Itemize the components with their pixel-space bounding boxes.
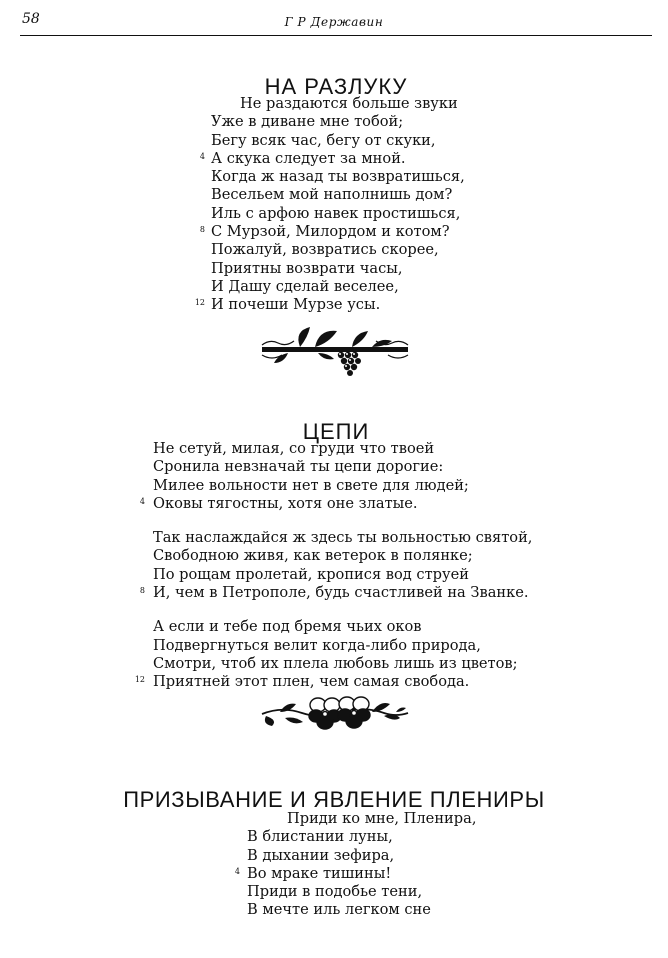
verse-text: Пожалуй, возвратись скорее,	[211, 241, 439, 259]
verse-text: Не раздаются больше звуки	[240, 95, 458, 112]
grape-vine-ornament	[0, 325, 668, 377]
line-number: 8	[199, 225, 205, 235]
verse-text: Приди в подобье тени,	[247, 883, 423, 901]
verse-line	[211, 260, 465, 278]
verse-text: По рощам пролетай, кропися вод струей	[153, 565, 469, 583]
verse-text: Бегу всяк час, бегу от скуки,	[211, 131, 436, 149]
header-rule	[20, 35, 652, 36]
line-number: 4	[139, 496, 145, 506]
verse-text: Так наслаждайся ж здесь ты вольностью святой,	[153, 529, 533, 547]
verse-text: Оковы тягостны, хотя оне златые.	[153, 494, 418, 512]
verse-text: Уже в диване мне тобой;	[211, 113, 404, 131]
verse-line	[211, 132, 465, 150]
verse-line	[153, 618, 532, 636]
verse-text: А если и тебе под бремя чьих оков	[153, 618, 422, 636]
line-number: 4	[199, 151, 205, 161]
verse-line	[153, 529, 532, 547]
verse-line	[211, 95, 465, 113]
verse-line	[194, 296, 465, 314]
poem-prizyvanie	[234, 810, 477, 920]
verse-line	[247, 901, 476, 919]
line-number: 8	[139, 586, 145, 596]
verse-line	[153, 637, 532, 655]
verse-text: А скука следует за мной.	[211, 149, 406, 167]
verse-text: Смотри, чтоб их плела любовь лишь из цветов;	[153, 654, 518, 672]
running-head: Г Р Державин	[284, 15, 384, 29]
verse-text: Приятней этот плен, чем самая свобода.	[153, 673, 470, 691]
verse-text: В блистании луны,	[247, 828, 393, 846]
verse-text: Сронила невзначай ты цепи дорогие:	[153, 458, 444, 476]
verse-text: И, чем в Петрополе, будь счастливей на Званке.	[153, 584, 529, 602]
verse-line	[211, 168, 465, 186]
verse-line	[247, 828, 476, 846]
verse-line	[211, 113, 465, 131]
verse-line	[139, 584, 532, 602]
verse-line	[153, 458, 532, 476]
verse-line	[153, 566, 532, 584]
line-number: 12	[134, 675, 145, 685]
verse-line	[134, 673, 532, 691]
verse-text: Весельем мой наполнишь дом?	[211, 186, 453, 204]
verse-line	[153, 440, 532, 458]
verse-line	[211, 186, 465, 204]
poem-title-tsepi: ЦЕПИ	[302, 419, 370, 445]
verse-text: В дыхании зефира,	[247, 846, 395, 864]
verse-text: Приятны возврати часы,	[211, 259, 403, 277]
verse-text: Во мраке тишины!	[247, 864, 392, 882]
verse-text: Милее вольности нет в свете для людей;	[153, 476, 469, 494]
verse-line	[153, 655, 532, 673]
verse-line	[234, 864, 476, 883]
verse-line	[199, 149, 465, 168]
poem-tsepi	[134, 440, 533, 692]
verse-line	[247, 847, 476, 865]
verse-text: Приди ко мне, Пленира,	[287, 810, 477, 827]
verse-line	[247, 883, 476, 901]
verse-line	[199, 223, 465, 241]
verse-line	[153, 547, 532, 565]
verse-line	[139, 494, 532, 513]
pansy-flower-ornament	[0, 692, 668, 736]
verse-text: В мечте иль легком сне	[247, 901, 431, 919]
poem-title-na-razluku: НА РАЗЛУКУ	[264, 74, 408, 100]
verse-text: С Мурзой, Милордом и котом?	[211, 223, 450, 241]
verse-line	[247, 810, 476, 828]
poem-na-razluku	[194, 95, 465, 315]
verse-text: Свободною живя, как ветерок в полянке;	[153, 547, 473, 565]
verse-text: Не сетуй, милая, со груди что твоей	[153, 440, 435, 457]
verse-text: И почеши Мурзе усы.	[211, 296, 381, 314]
verse-line	[211, 241, 465, 259]
poem-title-prizyvanie: ПРИЗЫВАНИЕ И ЯВЛЕНИЕ ПЛЕНИРЫ	[123, 787, 545, 813]
verse-line	[211, 205, 465, 223]
verse-text: Иль с арфою навек простишься,	[211, 204, 461, 222]
line-number: 4	[234, 866, 240, 876]
verse-line	[211, 278, 465, 296]
verse-text: Подвергнуться велит когда-либо природа,	[153, 636, 481, 654]
page-number: 58	[22, 11, 40, 27]
verse-text: И Дашу сделай веселее,	[211, 277, 399, 295]
verse-line	[153, 477, 532, 495]
line-number: 12	[194, 298, 205, 308]
verse-text: Когда ж назад ты возвратишься,	[211, 168, 465, 186]
